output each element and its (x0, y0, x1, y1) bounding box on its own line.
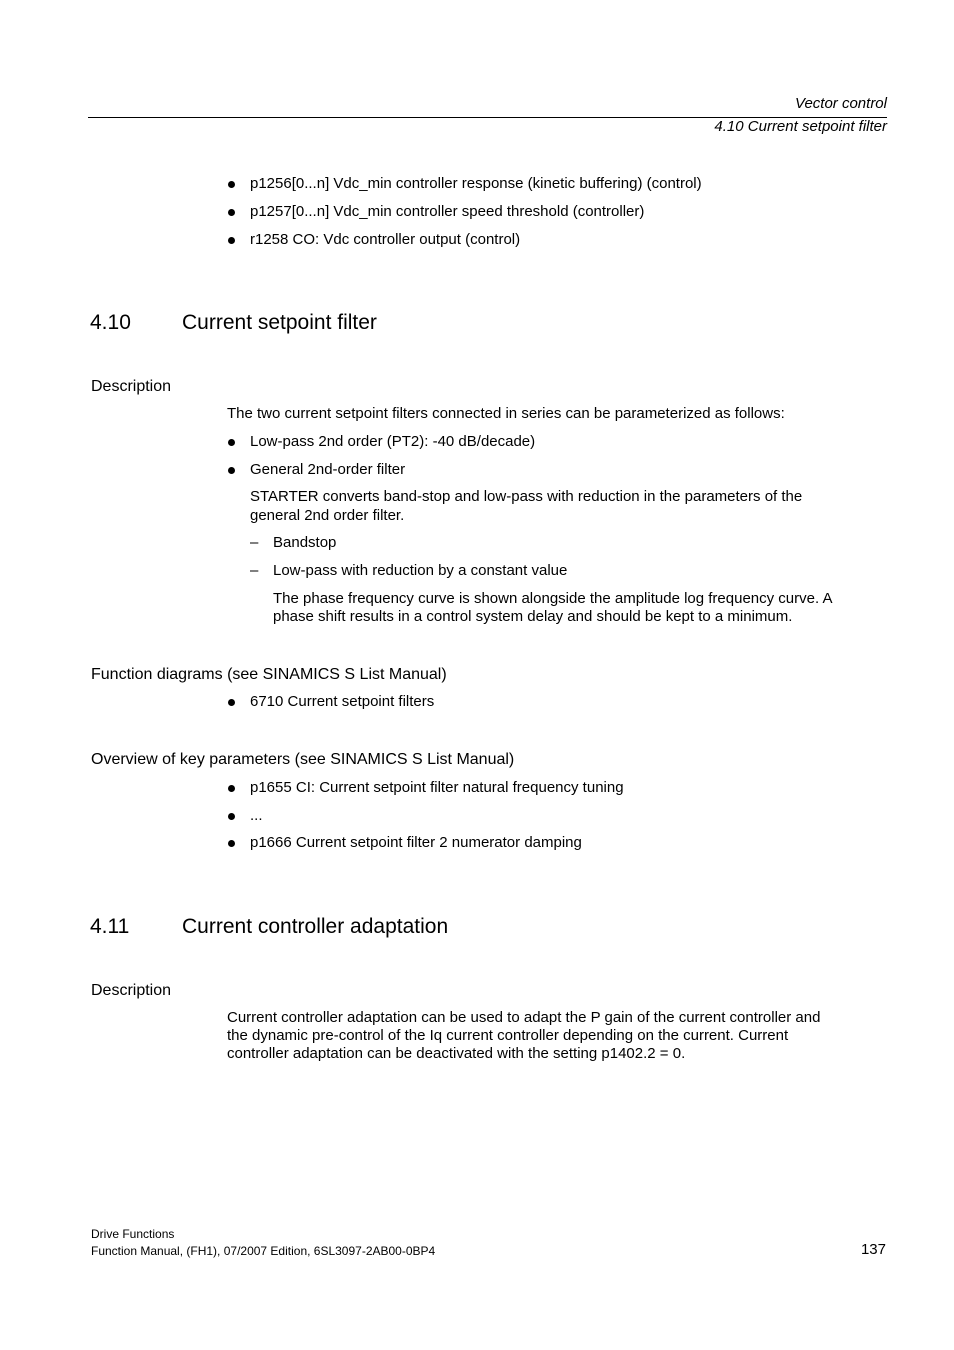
bullet-icon (228, 439, 235, 446)
overview-heading: Overview of key parameters (see SINAMICS S List Manual) (91, 751, 515, 768)
phase-note-line: phase shift results in a control system delay and should be kept to a minimum. (273, 608, 793, 625)
bullet-icon (228, 467, 235, 474)
bullet-icon (228, 181, 235, 188)
section-number: 4.11 (90, 915, 130, 938)
list-item: p1655 CI: Current setpoint filter natural frequency tuning (250, 779, 624, 796)
footer-title: Drive Functions (91, 1227, 175, 1241)
list-item: ... (250, 807, 263, 824)
function-diagrams-heading: Function diagrams (see SINAMICS S List Manual) (91, 666, 447, 683)
description-intro: The two current setpoint filters connected in series can be parameterized as follows: (227, 405, 785, 422)
list-item: General 2nd-order filter (250, 461, 406, 478)
description-heading: Description (91, 982, 172, 999)
section-title: Current setpoint filter (182, 311, 377, 334)
description-line: the dynamic pre-control of the Iq current controller depending on the current. Current (227, 1027, 789, 1044)
dash-icon: – (250, 562, 259, 579)
list-item: p1256[0...n] Vdc_min controller response (kinetic buffering) (control) (250, 175, 702, 192)
starter-note-line: STARTER converts band-stop and low-pass with reduction in the parameters of the (250, 488, 803, 505)
list-item: p1666 Current setpoint filter 2 numerator damping (250, 834, 582, 851)
description-heading: Description (91, 378, 172, 395)
page-number: 137 (860, 1241, 886, 1258)
bullet-icon (228, 237, 235, 244)
bullet-icon (228, 209, 235, 216)
dash-item: Bandstop (273, 534, 337, 551)
dash-icon: – (250, 534, 259, 551)
bullet-icon (228, 813, 235, 820)
list-item: r1258 CO: Vdc controller output (control) (250, 231, 521, 248)
running-header-section: 4.10 Current setpoint filter (714, 118, 887, 135)
list-item: Low-pass 2nd order (PT2): -40 dB/decade) (250, 433, 536, 450)
dash-item: Low-pass with reduction by a constant value (273, 562, 568, 579)
footer-edition: Function Manual, (FH1), 07/2007 Edition, 6SL3097-2AB00-0BP4 (91, 1244, 436, 1258)
section-title: Current controller adaptation (182, 915, 449, 938)
description-line: controller adaptation can be deactivated with the setting p1402.2 = 0. (227, 1045, 686, 1062)
starter-note-line: general 2nd order filter. (250, 507, 405, 524)
section-number: 4.10 (90, 311, 131, 334)
bullet-icon (228, 699, 235, 706)
list-item: p1257[0...n] Vdc_min controller speed threshold (controller) (250, 203, 645, 220)
bullet-icon (228, 785, 235, 792)
phase-note-line: The phase frequency curve is shown alongside the amplitude log frequency curve. A (273, 590, 833, 607)
running-header-chapter: Vector control (795, 95, 887, 112)
bullet-icon (228, 840, 235, 847)
description-line: Current controller adaptation can be used to adapt the P gain of the current controller and (227, 1009, 821, 1026)
list-item: 6710 Current setpoint filters (250, 693, 435, 710)
